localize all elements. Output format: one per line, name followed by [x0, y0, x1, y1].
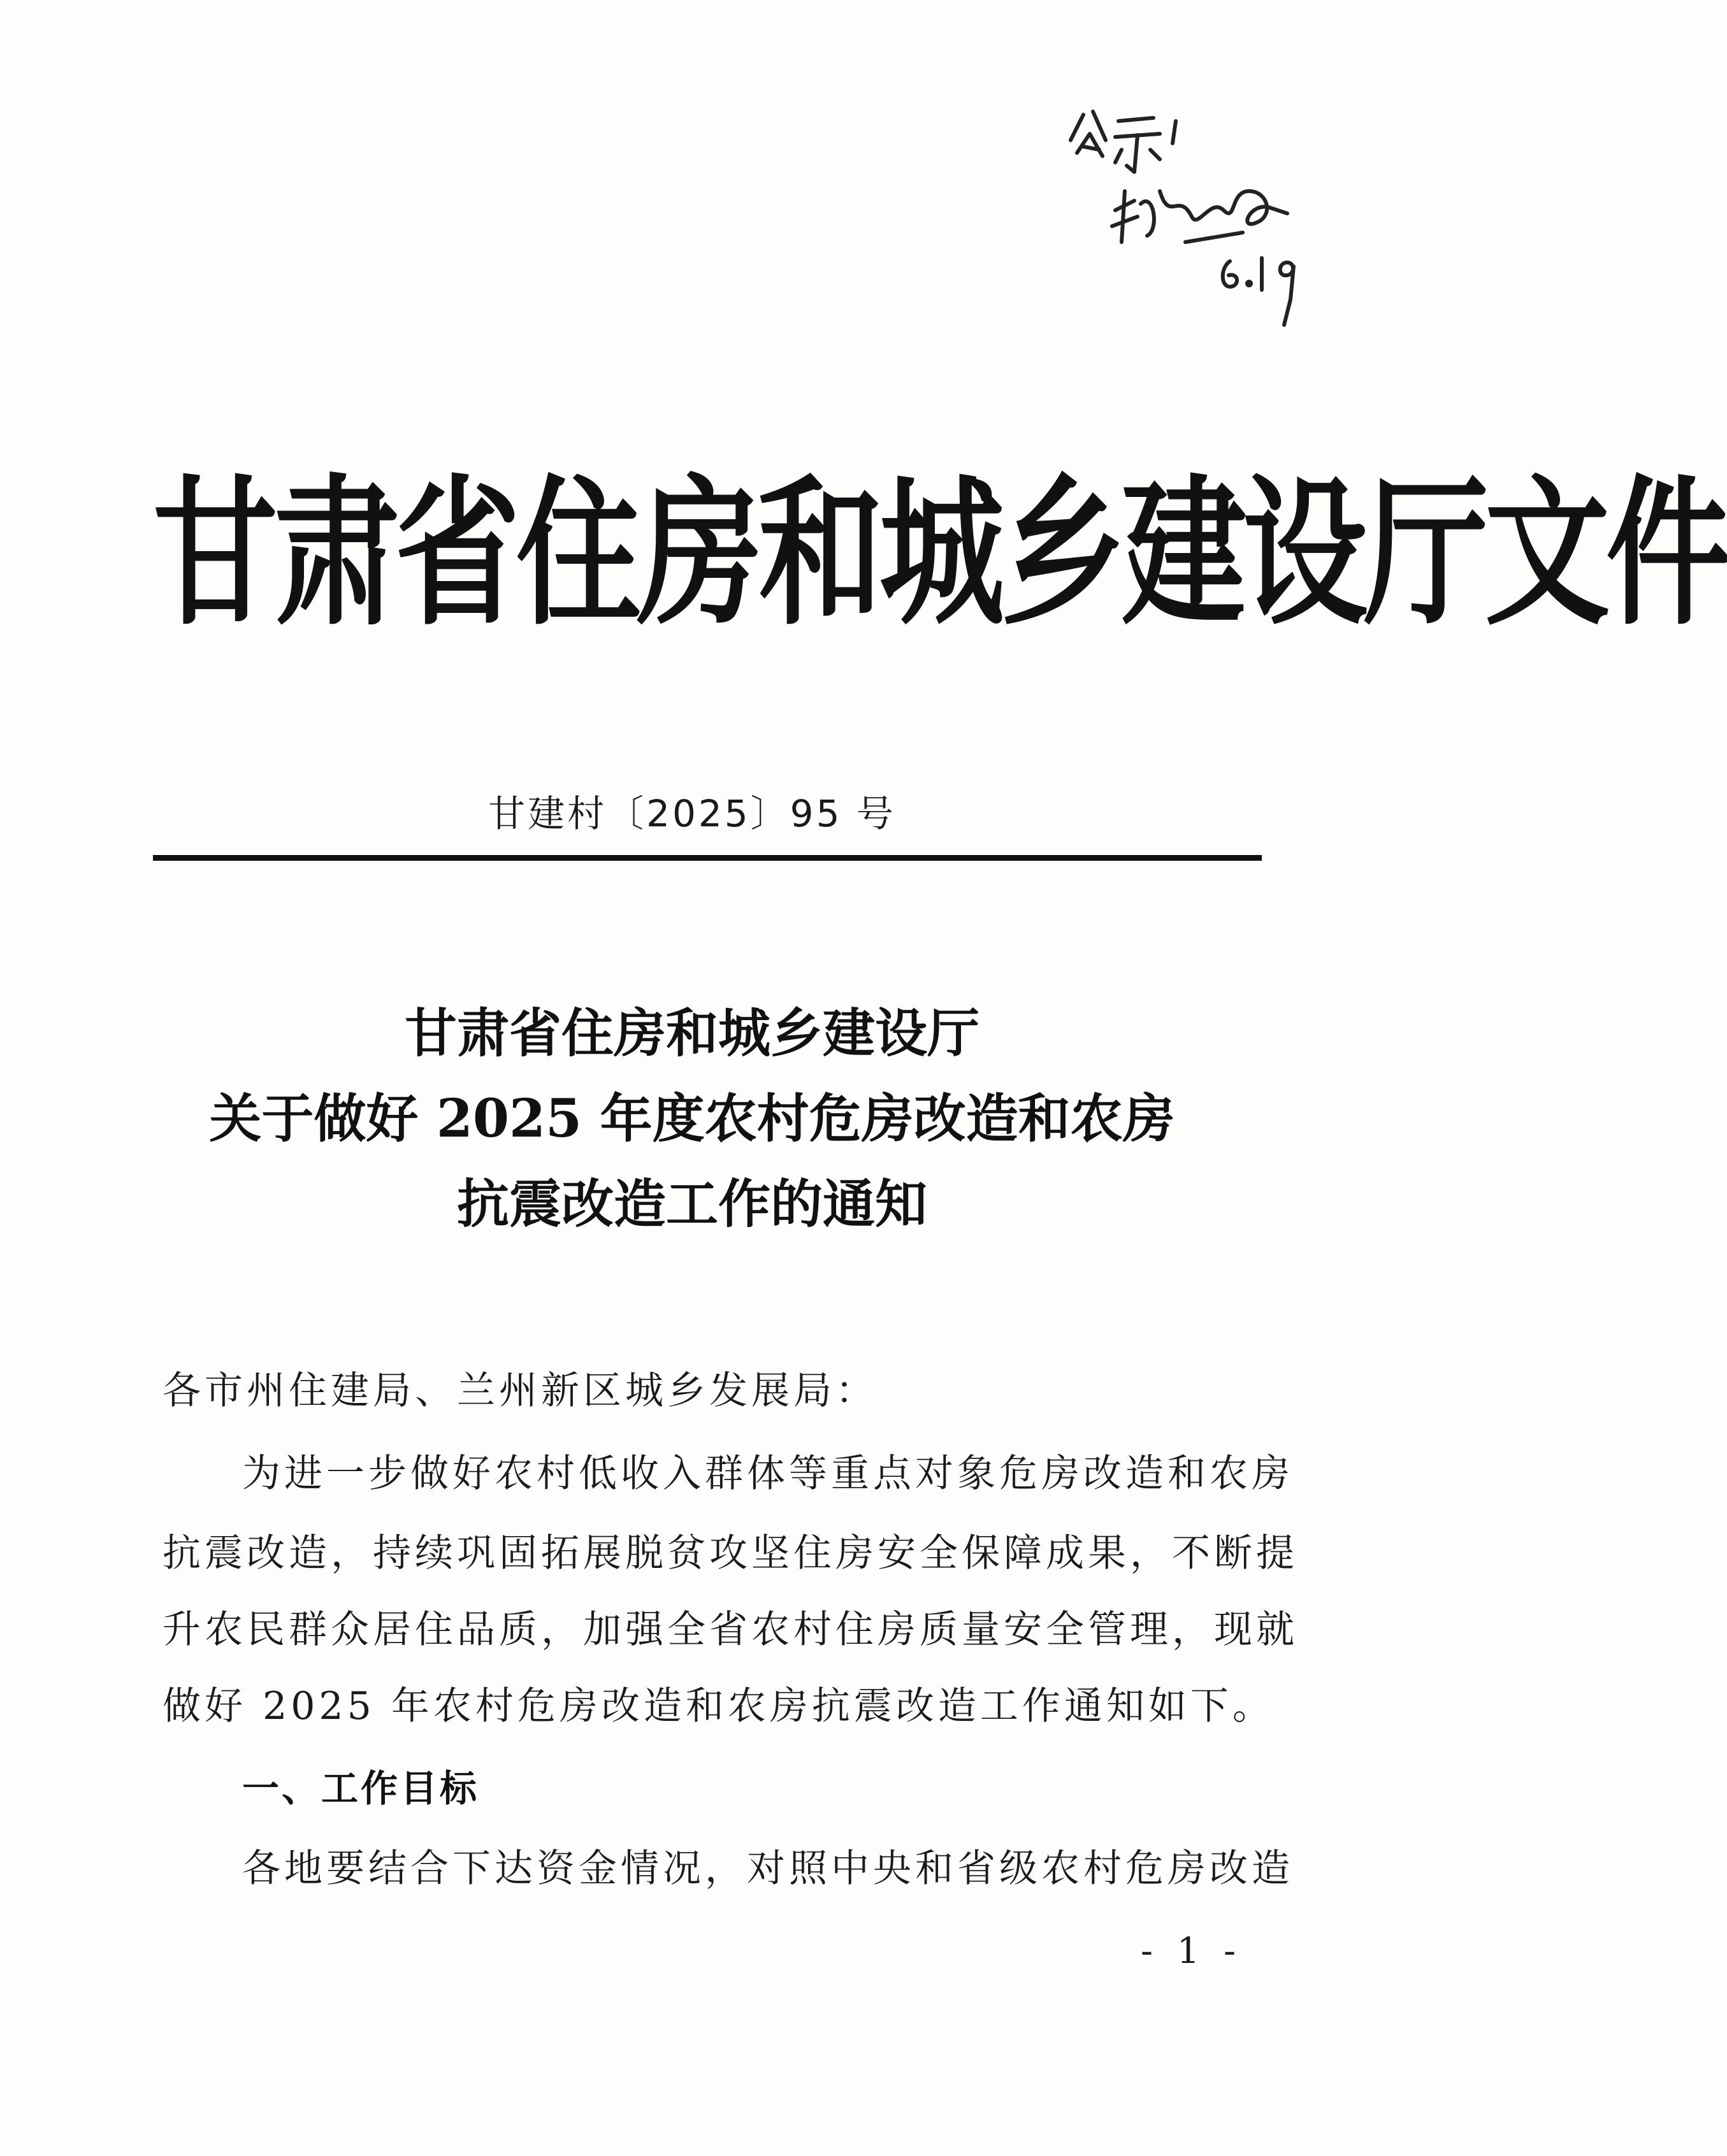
page-number: - 1 - — [1141, 1930, 1243, 1972]
title-line-1: 甘肃省住房和城乡建设厅 — [404, 1003, 979, 1064]
paragraph-line: 抗震改造，持续巩固拓展脱贫攻坚住房安全保障成果，不断提 — [163, 1531, 1298, 1576]
paragraph-line: 为进一步做好农村低收入群体等重点对象危房改造和农房 — [242, 1451, 1294, 1496]
paragraph-line: 升农民群众居住品质，加强全省农村住房质量安全管理，现就 — [163, 1607, 1298, 1652]
title-line-2: 关于做好 2025 年度农村危房改造和农房 — [209, 1088, 1175, 1149]
section-heading: 一、工作目标 — [242, 1767, 480, 1810]
salutation: 各市州住建局、兰州新区城乡发展局： — [163, 1369, 878, 1413]
paragraph-line: 做好 2025 年农村危房改造和农房抗震改造工作通知如下。 — [163, 1684, 1275, 1728]
handwritten-annotation — [1058, 96, 1351, 338]
header-divider — [153, 855, 1262, 861]
document-number: 甘建村〔2025〕95 号 — [488, 792, 896, 835]
title-line-3: 抗震改造工作的通知 — [456, 1174, 927, 1235]
issuer-title: 甘肃省住房和城乡建设厅文件 — [153, 461, 1727, 647]
handwriting-drawing — [1058, 96, 1351, 338]
notice-title — [0, 991, 1384, 1247]
paragraph-line: 各地要结合下达资金情况，对照中央和省级农村危房改造 — [242, 1846, 1294, 1891]
